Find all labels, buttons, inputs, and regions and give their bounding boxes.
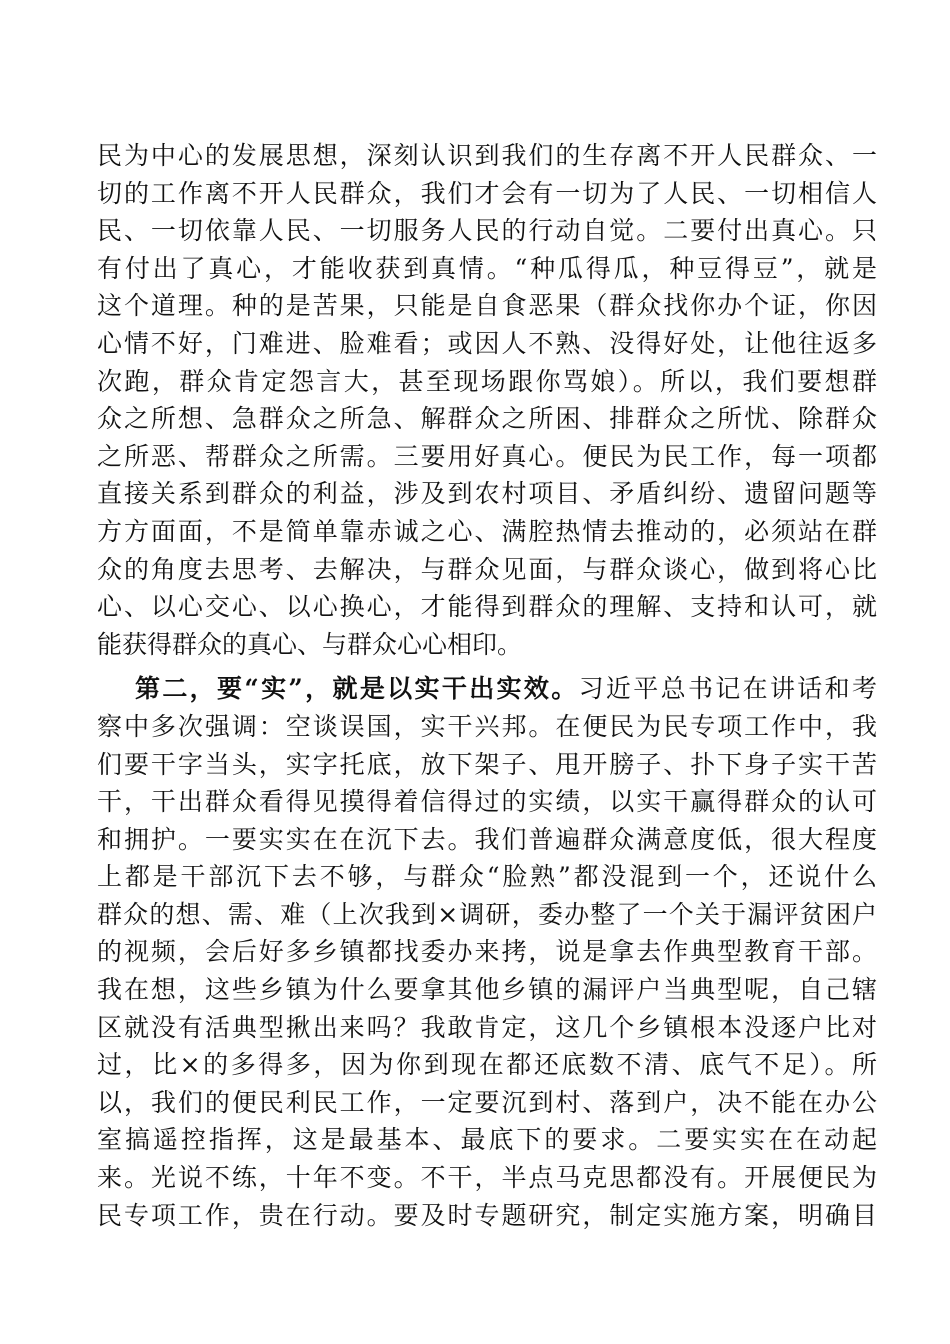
paragraph-1 xyxy=(97,137,877,663)
text-line: 方方面面，不是简单靠赤诚之心、满腔热情去推动的，必须站在群 xyxy=(97,516,877,546)
document-body xyxy=(97,137,877,1234)
text-line: 的视频，会后好多乡镇都找委办来拷，说是拿去作典型教育干部。 xyxy=(97,937,877,967)
text-line: 有付出了真心，才能收获到真情。“种瓜得瓜，种豆得豆”，就是 xyxy=(97,253,877,283)
text-line: 次跑，群众肯定怨言大，甚至现场跟你骂娘）。所以，我们要想群 xyxy=(97,366,877,396)
text-line: 上都是干部沉下去不够，与群众“脸熟”都没混到一个，还说什么 xyxy=(97,862,877,892)
text-line: 心情不好，门难进、脸难看；或因人不熟、没得好处，让他往返多 xyxy=(97,328,877,358)
text-line: 众之所想、急群众之所急、解群众之所困、排群众之所忧、除群众 xyxy=(97,404,877,434)
text-line: 察中多次强调：空谈误国，实干兴邦。在便民为民专项工作中，我 xyxy=(97,711,877,741)
text-line: 以，我们的便民利民工作，一定要沉到村、落到户，决不能在办公 xyxy=(97,1087,877,1117)
text-line: 过，比×的多得多，因为你到现在都还底数不清、底气不足）。所 xyxy=(97,1050,877,1080)
text-line: 这个道理。种的是苦果，只能是自食恶果（群众找你办个证，你因 xyxy=(97,291,877,321)
text-line: 和拥护。一要实实在在沉下去。我们普遍群众满意度低，很大程度 xyxy=(97,824,877,854)
text-line: 直接关系到群众的利益，涉及到农村项目、矛盾纠纷、遗留问题等 xyxy=(97,479,877,509)
paragraph-2 xyxy=(97,670,877,1234)
text-line: 心、以心交心、以心换心，才能得到群众的理解、支持和认可，就 xyxy=(97,592,877,622)
text-line: 之所恶、帮群众之所需。三要用好真心。便民为民工作，每一项都 xyxy=(97,441,877,471)
heading-continuation: 习近平总书记在讲话和考 xyxy=(578,674,877,704)
text-line: 干，干出群众看得见摸得着信得过的实绩，以实干赢得群众的认可 xyxy=(97,787,877,817)
text-line: 众的角度去思考、去解决，与群众见面，与群众谈心，做到将心比 xyxy=(97,554,877,584)
text-line: 室搞遥控指挥，这是最基本、最底下的要求。二要实实在在动起 xyxy=(97,1125,877,1155)
text-line: 来。光说不练，十年不变。不干，半点马克思都没有。开展便民为 xyxy=(97,1163,877,1193)
text-line: 群众的想、需、难（上次我到×调研，委办整了一个关于漏评贫困户 xyxy=(97,899,877,929)
text-line: 区就没有活典型揪出来吗？我敢肯定，这几个乡镇根本没逐户比对 xyxy=(97,1012,877,1042)
text-line: 民为中心的发展思想，深刻认识到我们的生存离不开人民群众、一 xyxy=(97,141,877,170)
section-heading: 第二，要“实”，就是以实干出实效。 xyxy=(135,674,579,704)
text-line: 我在想，这些乡镇为什么要拿其他乡镇的漏评户当典型呢，自己辖 xyxy=(97,975,877,1005)
text-line: 切的工作离不开人民群众，我们才会有一切为了人民、一切相信人 xyxy=(97,178,877,208)
paragraph-gap xyxy=(97,663,877,670)
text-line: 民专项工作，贵在行动。要及时专题研究，制定实施方案，明确目 xyxy=(97,1200,877,1230)
text-line: 能获得群众的真心、与群众心心相印。 xyxy=(97,629,523,659)
paragraph-2-first-line xyxy=(97,670,877,708)
text-line: 民、一切依靠人民、一切服务人民的行动自觉。二要付出真心。只 xyxy=(97,216,877,246)
text-line: 们要干字当头，实字托底，放下架子、甩开膀子、扑下身子实干苦 xyxy=(97,749,877,779)
